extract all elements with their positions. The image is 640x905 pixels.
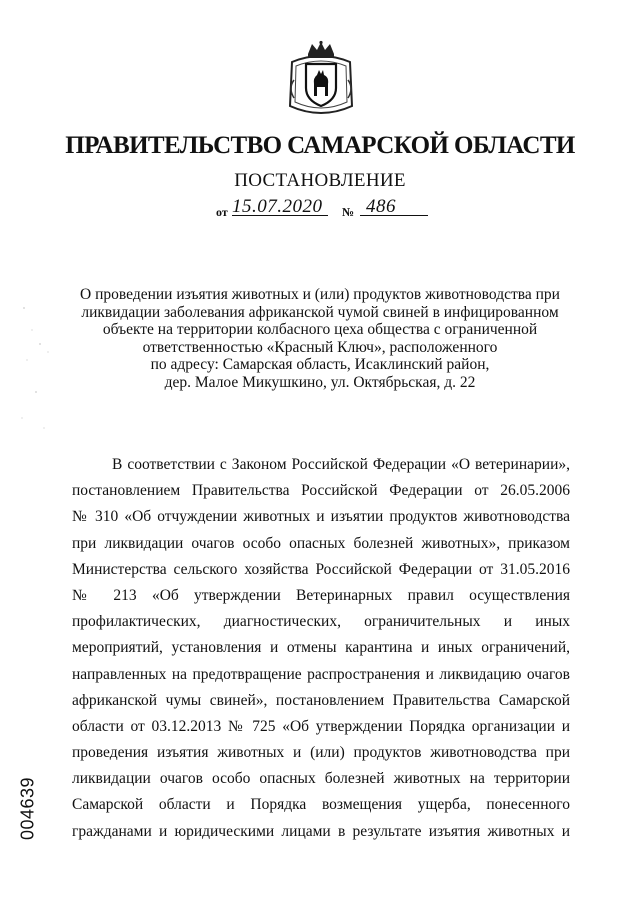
body-line: направленных на предотвращение распространения и ликвидацию очагов: [72, 665, 570, 683]
doc-type-heading: ПОСТАНОВЛЕНИЕ: [234, 170, 406, 191]
body-line: проведения изъятия животных и (или) продуктов животноводства при: [72, 744, 570, 762]
scan-noise: [18, 300, 58, 440]
subject-line: по адресу: Самарская область, Исаклинский район,: [150, 356, 490, 373]
subject-line: О проведении изъятия животных и (или) продуктов животноводства при: [80, 286, 560, 303]
date-underline: [232, 215, 328, 216]
subject-line: объекте на территории колбасного цеха общества с ограниченной: [102, 321, 538, 338]
subject-line: дер. Малое Микушкино, ул. Октябрьская, д. 22: [164, 373, 476, 391]
body-line: гражданами и юридическими лицами в результате изъятия животных и: [72, 822, 570, 840]
body-line: африканской чумы свиней», постановлением Правительства Самарской: [72, 691, 570, 709]
margin-registration-number: [13, 770, 43, 850]
org-title: ПРАВИТЕЛЬСТВО САМАРСКОЙ ОБЛАСТИ: [65, 132, 575, 159]
body-line: области от 03.12.2013 № 725 «Об утверждении Порядка организации и: [72, 717, 570, 735]
body-line: № 310 «Об отчуждении животных и изъятии продуктов животноводства: [72, 508, 570, 526]
document-subject: [60, 286, 580, 391]
samara-coat-of-arms-icon: [286, 40, 356, 118]
number-label: №: [342, 205, 355, 219]
body-line: постановлением Правительства Российской Федерации от 26.05.2006: [72, 482, 570, 500]
body-line: Самарской области и Порядка возмещения ущерба, понесенного: [72, 796, 570, 814]
subject-line: ответственностью «Красный Ключ», расположенного: [142, 338, 498, 356]
number-underline: [360, 215, 428, 216]
margin-stamp-text: 004639: [17, 776, 38, 841]
subject-line: ликвидации заболевания африканской чумой свиней в инфицированном: [81, 303, 559, 321]
date-number-line: [216, 196, 446, 220]
body-line: мероприятий, установления и отмены карантина и иных ограничений,: [72, 639, 570, 657]
body-line: В соответствии с Законом Российской Федерации «О ветеринарии»,: [112, 456, 570, 473]
body-line: № 213 «Об утверждении Ветеринарных правил осуществления: [72, 586, 570, 604]
body-paragraph: [72, 452, 570, 845]
number-value: 486: [366, 196, 396, 217]
body-line: при ликвидации очагов особо опасных болезней животных», приказом: [72, 534, 570, 552]
date-value: 15.07.2020: [232, 196, 323, 217]
body-line: ликвидации очагов особо опасных болезней животных на территории: [72, 770, 570, 788]
body-line: Министерства сельского хозяйства Российской Федерации от 31.05.2016: [72, 560, 570, 578]
body-line: профилактических, диагностических, ограничительных и иных: [72, 613, 570, 631]
date-label: от: [216, 205, 228, 219]
